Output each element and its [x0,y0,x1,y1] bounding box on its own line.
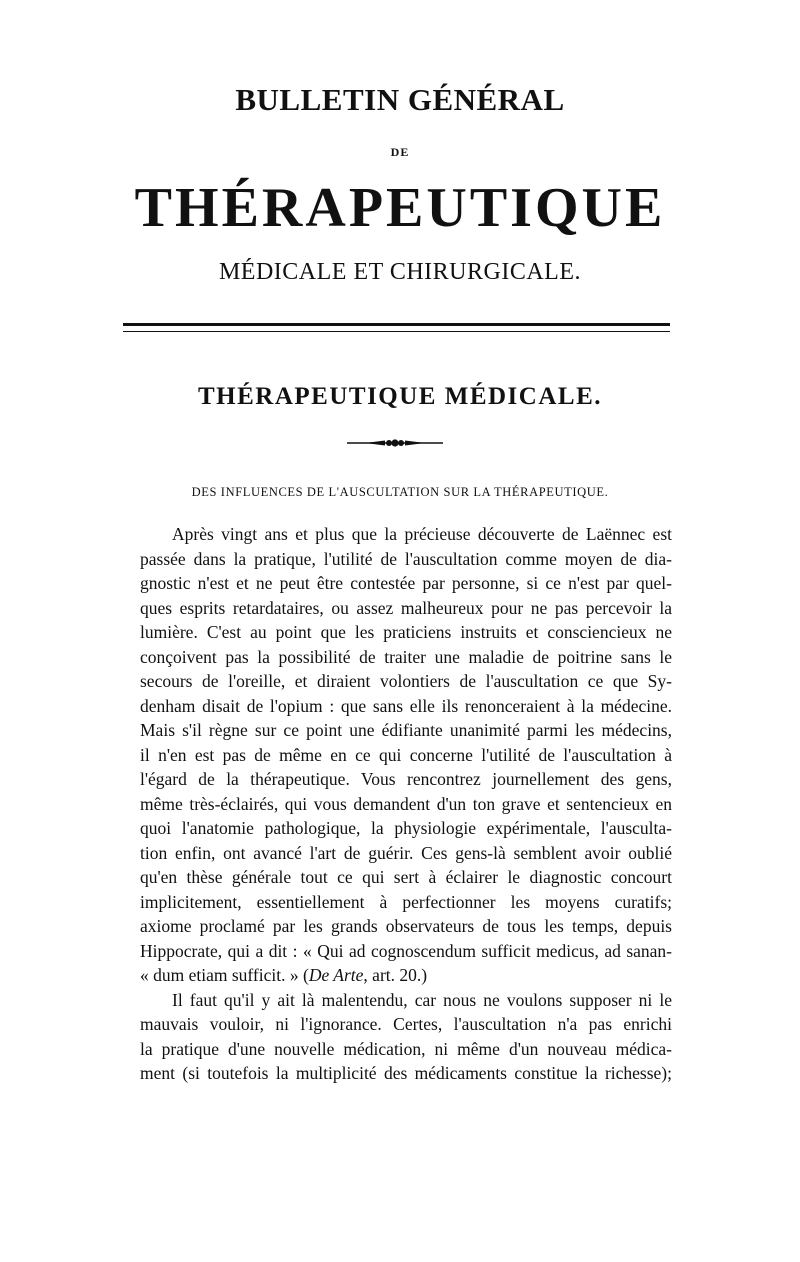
body-line: conçoivent pas la possibilité de traiter une maladie de poitrine sans le [140,646,672,667]
body-line: axiome proclamé par les grands observateurs de tous les temps, depuis [140,916,672,936]
journal-subtitle: MÉDICALE ET CHIRURGICALE. [218,259,582,285]
title-connector: DE [390,145,410,159]
decorative-ornament-icon [345,437,445,449]
header-divider-thin [123,331,670,332]
body-line: denham disait de l'opium : que sans elle ils renonceraient à la médecine. [140,695,672,716]
body-line: la pratique d'une nouvelle médication, ni même d'un nouveau médica- [140,1038,672,1059]
body-line: lumière. C'est au point que les praticiens instruits et consciencieux ne [140,622,672,642]
body-line: secours de l'oreille, et diraient volontiers de l'auscultation ce que Sy- [140,671,672,691]
body-line: Hippocrate, qui a dit : « Qui ad cognoscendum sufficit medicus, ad sanan- [140,940,672,961]
body-line-end: , art. 20.) [363,965,428,985]
journal-title: THÉRAPEUTIQUE [134,177,666,239]
body-line: implicitement, essentiellement à perfectionner les moyens curatifs; [140,891,672,912]
article-title: DES INFLUENCES DE L'AUSCULTATION SUR LA THÉRAPEUTIQUE. [191,485,609,499]
article-body [140,522,672,1086]
body-line: même très-éclairés, qui vous demandent d'un ton grave et sentencieux en [140,793,672,814]
body-line: ques esprits retardataires, ou assez malheureux pour ne pas percevoir la [140,597,672,618]
body-line-start: « dum etiam sufficit. » ( [140,965,309,985]
body-line: Il faut qu'il y ait là malentendu, car nous ne voulons supposer ni le [172,989,672,1010]
body-line: ment (si toutefois la multiplicité des médicaments constitue la richesse); [140,1063,672,1083]
body-line: quoi l'anatomie pathologique, la physiologie expérimentale, l'ausculta- [140,818,672,838]
body-line: Après vingt ans et plus que la précieuse découverte de Laënnec est [172,524,672,544]
body-line: l'égard de la thérapeutique. Vous rencontrez journellement des gens, [140,769,672,789]
body-line: gnostic n'est et ne peut être contestée par personne, si ce n'est par quel- [140,573,672,593]
body-line: mauvais vouloir, ni l'ignorance. Certes, l'auscultation n'a pas enrichi [140,1014,672,1034]
body-line: tion enfin, ont avancé l'art de guérir. Ces gens-là semblent avoir oublié [140,842,672,863]
section-title: THÉRAPEUTIQUE MÉDICALE. [198,383,602,410]
citation-title: De Arte [308,965,364,985]
header-divider-thick [123,323,670,326]
body-line: qu'en thèse générale tout ce qui sert à éclairer le diagnostic concourt [140,867,672,887]
body-line: Mais s'il règne sur ce point une édifiante unanimité parmi les médecins, [140,720,672,740]
body-line: il n'en est pas de même en ce qui concerne l'utilité de l'auscultation à [140,744,672,765]
body-line [140,963,672,988]
bulletin-title: BULLETIN GÉNÉRAL [235,82,565,117]
body-line: passée dans la pratique, l'utilité de l'auscultation comme moyen de dia- [140,548,672,569]
